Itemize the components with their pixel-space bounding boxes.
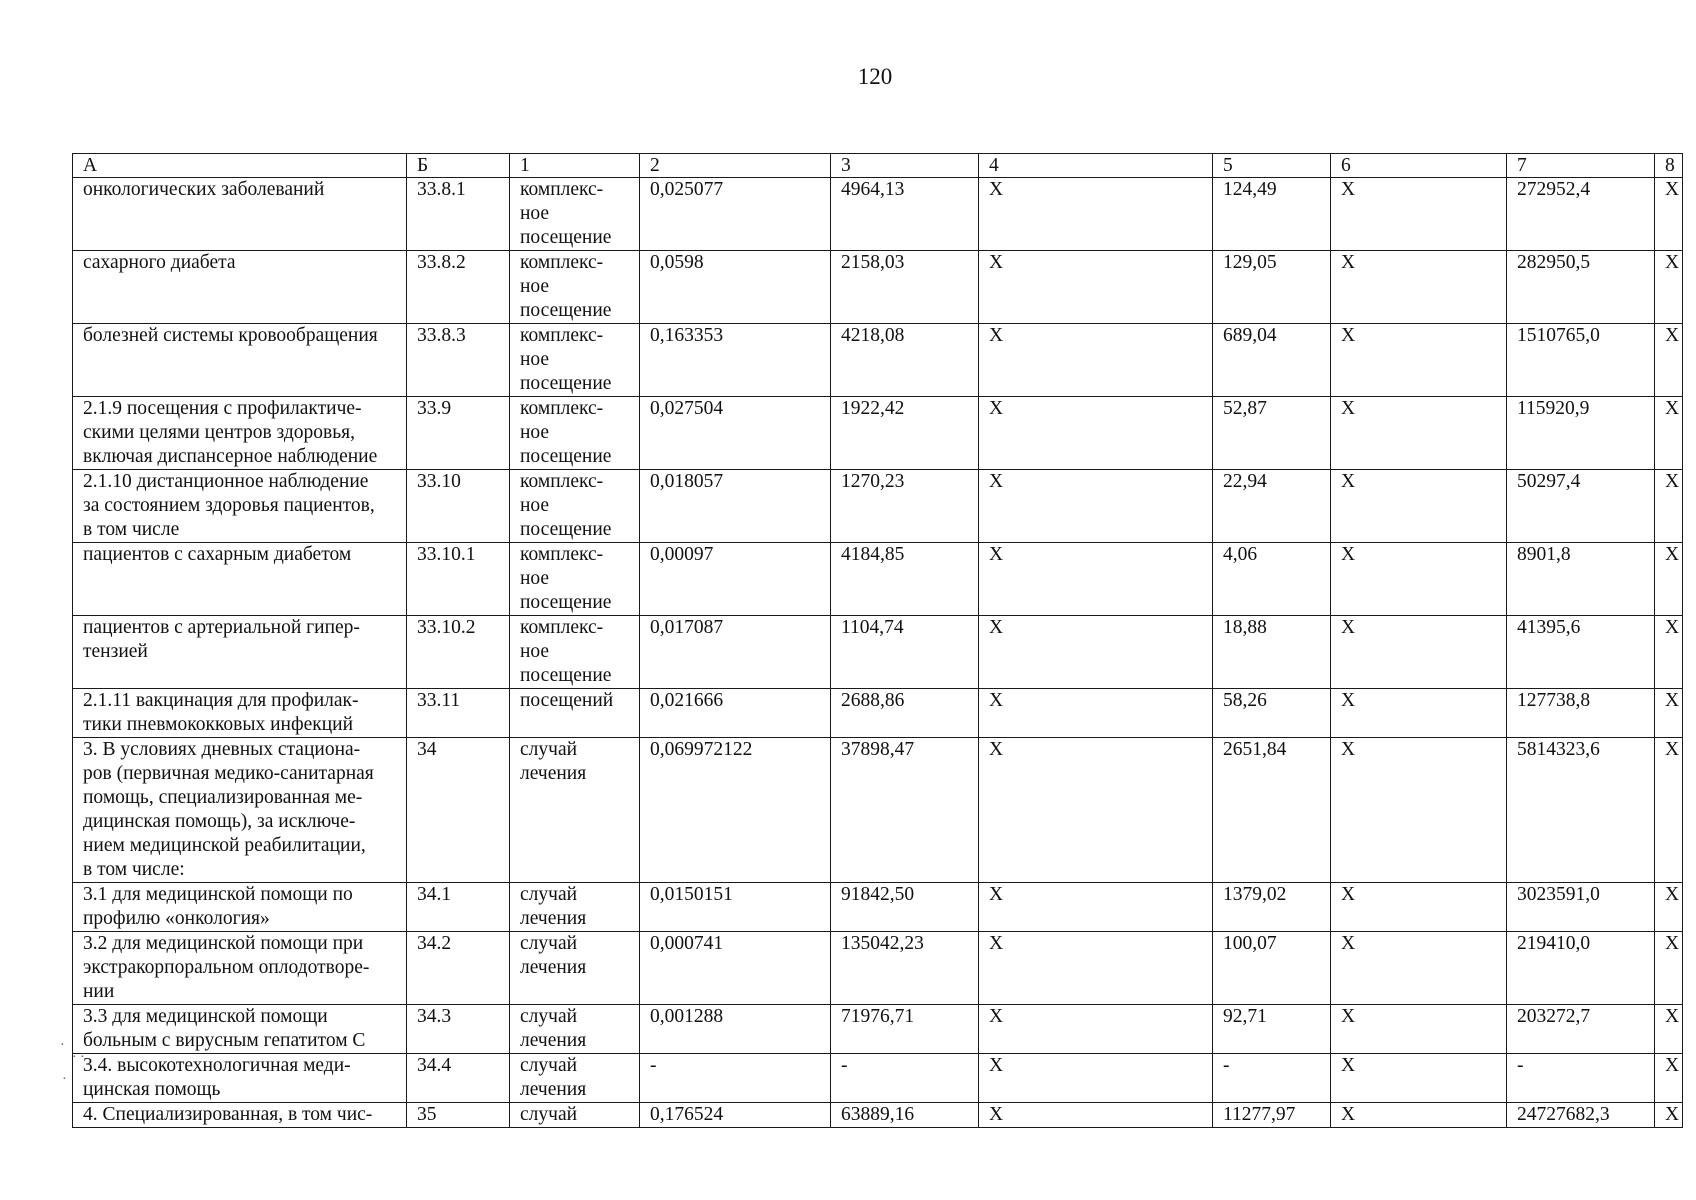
col8-cell: X [1655,470,1683,543]
col5-cell: - [1213,1054,1331,1103]
table-row [73,932,1683,1005]
col3-cell: 135042,23 [831,932,979,1005]
row-code-cell: 33.8.1 [407,178,510,251]
col6-cell: X [1331,178,1507,251]
header-row [73,154,1683,178]
row-code-cell: 35 [407,1103,510,1128]
col6-cell: X [1331,616,1507,689]
col4-cell: X [979,178,1213,251]
col6-cell: X [1331,470,1507,543]
col4-cell: X [979,616,1213,689]
col5-cell: 100,07 [1213,932,1331,1005]
col5-cell: 58,26 [1213,689,1331,738]
header-cell: 6 [1331,154,1507,178]
table-row [73,616,1683,689]
header-cell: 1 [510,154,640,178]
col5-cell: 18,88 [1213,616,1331,689]
col6-cell: X [1331,1005,1507,1054]
row-code-cell: 33.11 [407,689,510,738]
unit-cell: комплекс- ное посещение [510,178,640,251]
table-row [73,543,1683,616]
col7-cell: 41395,6 [1507,616,1655,689]
unit-cell: случай [510,1103,640,1128]
header-cell: 2 [640,154,831,178]
col5-cell: 92,71 [1213,1005,1331,1054]
indicator-cell: 3.3 для медицинской помощи больным с вирусным гепатитом С [73,1005,407,1054]
row-code-cell: 34.2 [407,932,510,1005]
page-number: 120 [857,64,893,89]
unit-cell: случай лечения [510,932,640,1005]
col3-cell: 1922,42 [831,397,979,470]
table-row [73,1103,1683,1128]
col5-cell: 689,04 [1213,324,1331,397]
col3-cell: 2688,86 [831,689,979,738]
unit-cell: комплекс- ное посещение [510,616,640,689]
unit-cell: комплекс- ное посещение [510,251,640,324]
col6-cell: X [1331,543,1507,616]
col8-cell: X [1655,1054,1683,1103]
col6-cell: X [1331,738,1507,883]
col6-cell: X [1331,324,1507,397]
col5-cell: 2651,84 [1213,738,1331,883]
col5-cell: 52,87 [1213,397,1331,470]
col8-cell: X [1655,616,1683,689]
col3-cell: 91842,50 [831,883,979,932]
col2-cell: - [640,1054,831,1103]
col4-cell: X [979,251,1213,324]
table-row [73,324,1683,397]
col8-cell: X [1655,178,1683,251]
table-row [73,883,1683,932]
col6-cell: X [1331,883,1507,932]
indicator-cell: 2.1.10 дистанционное наблюдение за состоянием здоровья пациентов, в том числе [73,470,407,543]
col7-cell: 8901,8 [1507,543,1655,616]
indicator-cell: пациентов с сахарным диабетом [73,543,407,616]
header-cell: 5 [1213,154,1331,178]
unit-cell: случай лечения [510,1054,640,1103]
col6-cell: X [1331,932,1507,1005]
header-cell: Б [407,154,510,178]
row-code-cell: 33.10 [407,470,510,543]
col7-cell: 115920,9 [1507,397,1655,470]
unit-cell: случай лечения [510,883,640,932]
indicator-cell: онкологических заболеваний [73,178,407,251]
col8-cell: X [1655,1005,1683,1054]
indicator-cell: 3. В условиях дневных стациона- ров (первичная медико-санитарная помощь, специализированная ме- дицинская помощь), за исключе- нием медицинской реабилитации, в том числе: [73,738,407,883]
col3-cell: 63889,16 [831,1103,979,1128]
table-row [73,178,1683,251]
unit-cell: комплекс- ное посещение [510,324,640,397]
indicator-cell: болезней системы кровообращения [73,324,407,397]
col8-cell: X [1655,689,1683,738]
col8-cell: X [1655,738,1683,883]
col4-cell: X [979,1054,1213,1103]
col2-cell: 0,000741 [640,932,831,1005]
scan-speck: · · [72,1050,85,1065]
indicator-cell: 4. Специализированная, в том чис- [73,1103,407,1128]
col5-cell: 1379,02 [1213,883,1331,932]
col4-cell: X [979,932,1213,1005]
unit-cell: случай лечения [510,1005,640,1054]
table-row [73,1054,1683,1103]
col6-cell: X [1331,689,1507,738]
col3-cell: 1270,23 [831,470,979,543]
col2-cell: 0,163353 [640,324,831,397]
indicator-cell: сахарного диабета [73,251,407,324]
indicator-cell: 2.1.11 вакцинация для профилак- тики пневмококковых инфекций [73,689,407,738]
col7-cell: 203272,7 [1507,1005,1655,1054]
col3-cell: 4964,13 [831,178,979,251]
data-table [72,153,1683,1128]
col3-cell: - [831,1054,979,1103]
col5-cell: 124,49 [1213,178,1331,251]
col4-cell: X [979,738,1213,883]
col7-cell: 1510765,0 [1507,324,1655,397]
col2-cell: 0,00097 [640,543,831,616]
col3-cell: 1104,74 [831,616,979,689]
col3-cell: 37898,47 [831,738,979,883]
col5-cell: 22,94 [1213,470,1331,543]
unit-cell: комплекс- ное посещение [510,543,640,616]
header-cell: 3 [831,154,979,178]
col4-cell: X [979,470,1213,543]
col2-cell: 0,025077 [640,178,831,251]
row-code-cell: 34.1 [407,883,510,932]
row-code-cell: 34.3 [407,1005,510,1054]
row-code-cell: 34.4 [407,1054,510,1103]
col2-cell: 0,001288 [640,1005,831,1054]
col3-cell: 2158,03 [831,251,979,324]
col7-cell: 272952,4 [1507,178,1655,251]
unit-cell: комплекс- ное посещение [510,470,640,543]
indicator-cell: пациентов с артериальной гипер- тензией [73,616,407,689]
col4-cell: X [979,1005,1213,1054]
col6-cell: X [1331,397,1507,470]
header-cell: 8 [1655,154,1683,178]
col4-cell: X [979,1103,1213,1128]
col8-cell: X [1655,1103,1683,1128]
scan-speck: · [60,1038,65,1053]
col4-cell: X [979,324,1213,397]
col4-cell: X [979,397,1213,470]
col7-cell: 282950,5 [1507,251,1655,324]
header-cell: 7 [1507,154,1655,178]
row-code-cell: 33.8.3 [407,324,510,397]
col5-cell: 129,05 [1213,251,1331,324]
col8-cell: X [1655,251,1683,324]
col8-cell: X [1655,397,1683,470]
table-row [73,470,1683,543]
col7-cell: 50297,4 [1507,470,1655,543]
unit-cell: посещений [510,689,640,738]
col5-cell: 4,06 [1213,543,1331,616]
col7-cell: 127738,8 [1507,689,1655,738]
col7-cell: 219410,0 [1507,932,1655,1005]
col2-cell: 0,027504 [640,397,831,470]
col7-cell: 24727682,3 [1507,1103,1655,1128]
row-code-cell: 33.8.2 [407,251,510,324]
col8-cell: X [1655,883,1683,932]
col7-cell: - [1507,1054,1655,1103]
col6-cell: X [1331,1054,1507,1103]
col8-cell: X [1655,543,1683,616]
col2-cell: 0,0150151 [640,883,831,932]
col4-cell: X [979,543,1213,616]
indicator-cell: 3.4. высокотехнологичная меди- цинская помощь [73,1054,407,1103]
col3-cell: 4218,08 [831,324,979,397]
table-row [73,1005,1683,1054]
col2-cell: 0,069972122 [640,738,831,883]
col4-cell: X [979,689,1213,738]
row-code-cell: 33.9 [407,397,510,470]
col3-cell: 71976,71 [831,1005,979,1054]
col2-cell: 0,021666 [640,689,831,738]
col2-cell: 0,176524 [640,1103,831,1128]
scan-speck: · [62,1072,67,1087]
col8-cell: X [1655,932,1683,1005]
table-body [73,178,1683,1128]
row-code-cell: 33.10.2 [407,616,510,689]
unit-cell: случай лечения [510,738,640,883]
col8-cell: X [1655,324,1683,397]
unit-cell: комплекс- ное посещение [510,397,640,470]
table-row [73,397,1683,470]
header-cell: А [73,154,407,178]
table-row [73,738,1683,883]
col2-cell: 0,017087 [640,616,831,689]
indicator-cell: 2.1.9 посещения с профилактиче- скими целями центров здоровья, включая диспансерное наблюдение [73,397,407,470]
col6-cell: X [1331,251,1507,324]
col3-cell: 4184,85 [831,543,979,616]
col2-cell: 0,018057 [640,470,831,543]
col6-cell: X [1331,1103,1507,1128]
row-code-cell: 33.10.1 [407,543,510,616]
table-row [73,689,1683,738]
row-code-cell: 34 [407,738,510,883]
indicator-cell: 3.1 для медицинской помощи по профилю «онкология» [73,883,407,932]
col5-cell: 11277,97 [1213,1103,1331,1128]
col7-cell: 5814323,6 [1507,738,1655,883]
table-row [73,251,1683,324]
col7-cell: 3023591,0 [1507,883,1655,932]
header-cell: 4 [979,154,1213,178]
col4-cell: X [979,883,1213,932]
indicator-cell: 3.2 для медицинской помощи при экстракорпоральном оплодотворе- нии [73,932,407,1005]
col2-cell: 0,0598 [640,251,831,324]
